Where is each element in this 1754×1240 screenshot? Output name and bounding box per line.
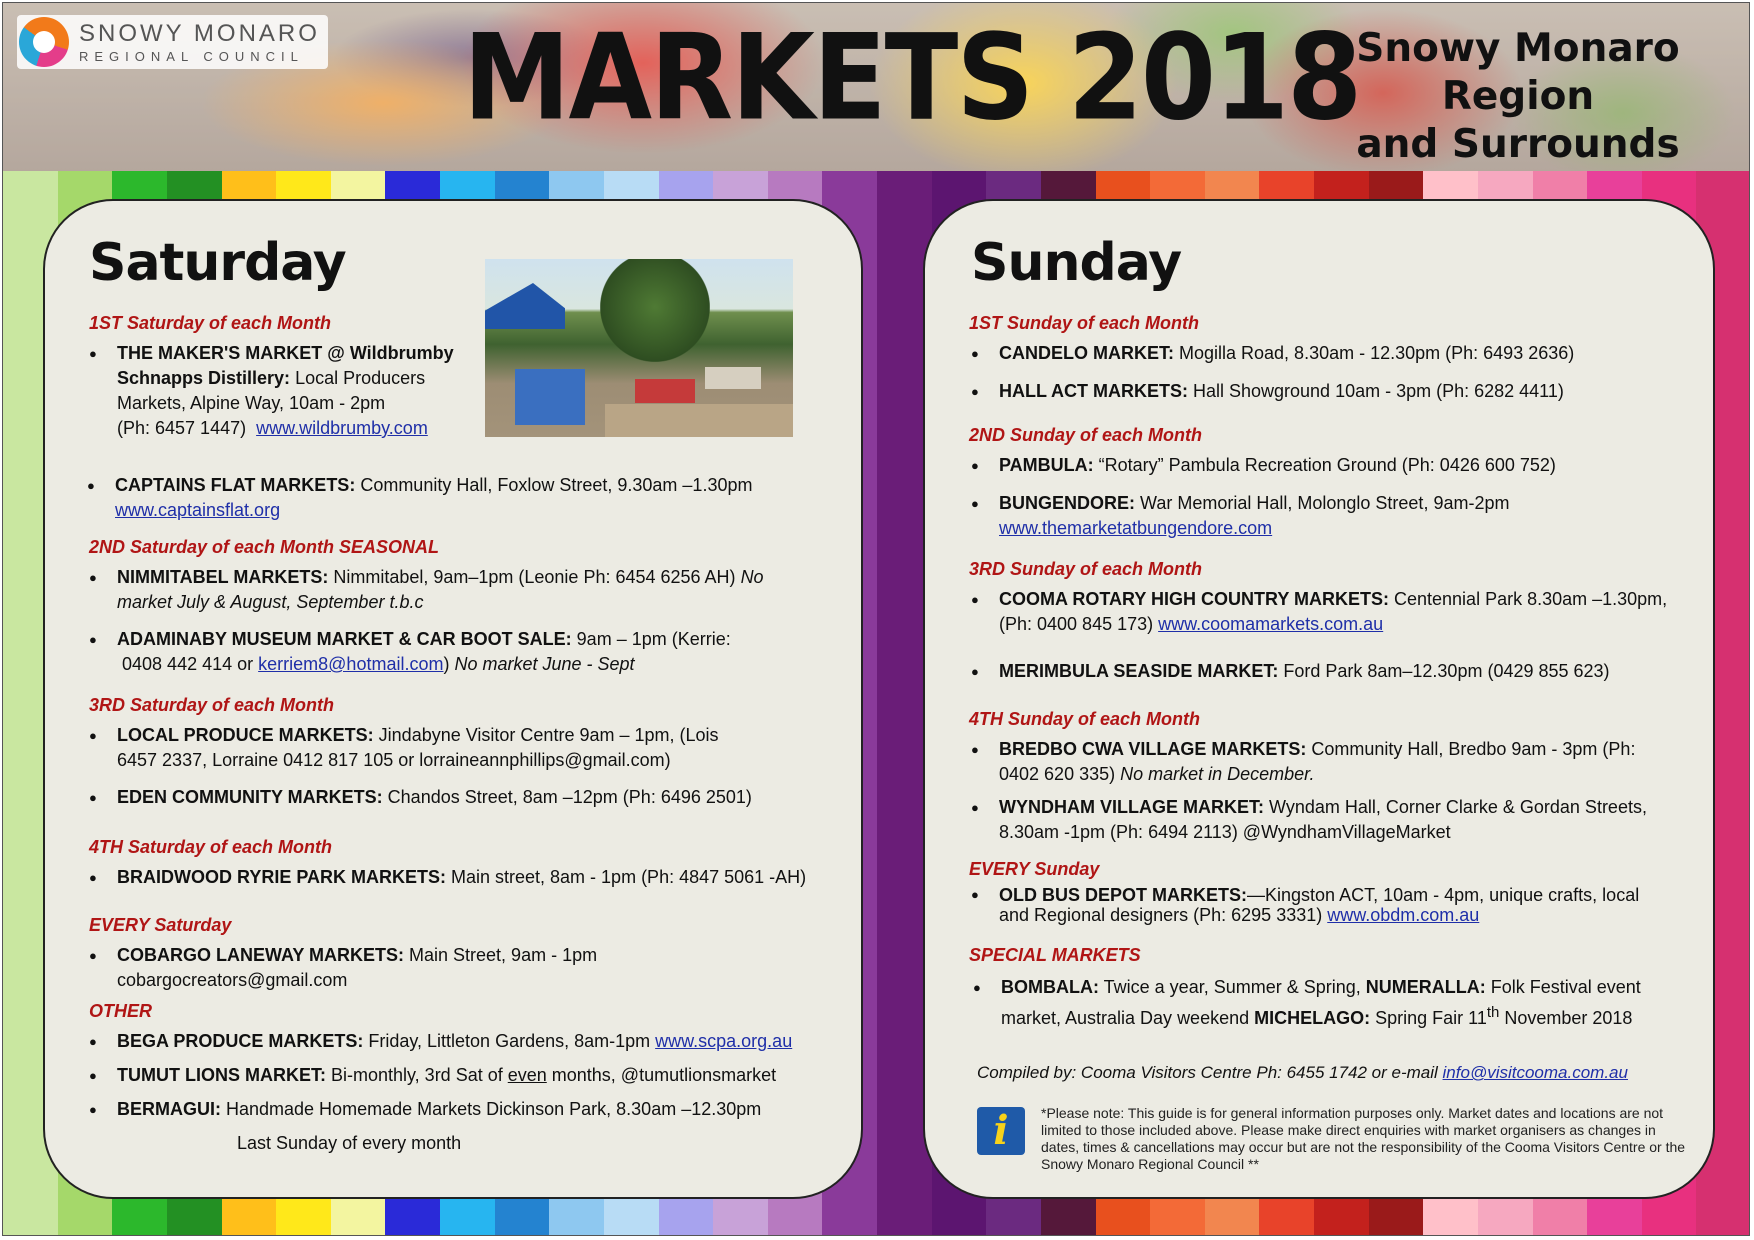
market-name: BUNGENDORE: xyxy=(999,493,1136,513)
sunday-week3-heading: 3RD Sunday of each Month xyxy=(969,559,1203,579)
list-item xyxy=(999,885,1699,925)
market-details: 8.30am -1pm (Ph: 6494 2113) @WyndhamVillageMarket xyxy=(999,822,1451,842)
market-details: market, Australia Day weekend xyxy=(1001,1008,1255,1028)
ordinal-suffix: th xyxy=(1486,1004,1500,1021)
market-note: No market June - Sept xyxy=(449,654,635,674)
market-name: CAPTAINS FLAT MARKETS: xyxy=(115,475,356,495)
market-name: NIMMITABEL MARKETS: xyxy=(117,567,329,587)
market-details: cobargocreators@gmail.com xyxy=(117,970,348,990)
market-name: ADAMINABY MUSEUM MARKET & CAR BOOT SALE: xyxy=(117,629,572,649)
market-details: —Kingston ACT, 10am - 4pm, unique crafts, local xyxy=(1247,885,1640,905)
market-details: Community Hall, Bredbo 9am - 3pm (Ph: xyxy=(1306,739,1636,759)
info-icon-glyph: i xyxy=(993,1107,1009,1154)
market-name: MERIMBULA SEASIDE MARKET: xyxy=(999,661,1279,681)
market-name: MICHELAGO: xyxy=(1254,1008,1371,1028)
council-logo-icon xyxy=(19,17,69,67)
market-details: Handmade Homemade Markets Dickinson Park, 8.30am –12.30pm xyxy=(221,1099,762,1119)
market-name: COOMA ROTARY HIGH COUNTRY MARKETS: xyxy=(999,589,1389,609)
market-link[interactable]: www.obdm.com.au xyxy=(1327,905,1480,925)
market-details: months, @tumutlionsmarket xyxy=(546,1065,777,1085)
market-name: CANDELO MARKET: xyxy=(999,343,1174,363)
market-details: War Memorial Hall, Molonglo Street, 9am-2pm xyxy=(1135,493,1510,513)
saturday-every-heading: EVERY Saturday xyxy=(89,915,232,935)
header-banner xyxy=(3,3,1750,171)
market-name: HALL ACT MARKETS: xyxy=(999,381,1188,401)
market-name: PAMBULA: xyxy=(999,455,1094,475)
market-details: Friday, Littleton Gardens, 8am-1pm xyxy=(363,1031,656,1051)
market-details: Main Street, 9am - 1pm xyxy=(404,945,598,965)
market-name: BREDBO CWA VILLAGE MARKETS: xyxy=(999,739,1307,759)
region-line-1: Snowy Monaro xyxy=(1356,26,1680,71)
market-details: 9am – 1pm (Kerrie: xyxy=(571,629,731,649)
region-heading xyxy=(1343,25,1693,169)
disclaimer-note: *Please note: This guide is for general information purposes only. Market dates and locations are not limited to those included above. Please make direct enquiries with market organisers as changes in dates, times & cancellations may occur but are not the responsibility of the Cooma Visitors Centre or the Snowy Monaro Regional Council ** xyxy=(1041,1105,1686,1172)
list-item xyxy=(117,1097,847,1122)
market-details: Nimmitabel, 9am–1pm (Leonie Ph: 6454 6256 AH) xyxy=(328,567,741,587)
market-name: Schnapps Distillery: xyxy=(117,368,291,388)
market-details: Ford Park 8am–12.30pm (0429 855 623) xyxy=(1278,661,1610,681)
market-details: Markets, Alpine Way, 10am - 2pm xyxy=(117,393,386,413)
market-details: Wyndam Hall, Corner Clarke & Gordan Streets, xyxy=(1263,797,1647,817)
market-link[interactable]: www.themarketatbungendore.com xyxy=(999,518,1273,538)
market-details: Folk Festival event xyxy=(1485,977,1641,997)
market-name: EDEN COMMUNITY MARKETS: xyxy=(117,787,383,807)
market-name: BRAIDWOOD RYRIE PARK MARKETS: xyxy=(117,867,446,887)
region-line-3: and Surrounds xyxy=(1356,122,1680,167)
sunday-panel xyxy=(923,199,1715,1199)
info-icon xyxy=(977,1107,1025,1155)
market-details: Spring Fair 11 xyxy=(1370,1008,1487,1028)
logo-line-1: SNOWY MONARO xyxy=(79,19,320,47)
saturday-week4-heading: 4TH Saturday of each Month xyxy=(89,837,333,857)
market-details: “Rotary” Pambula Recreation Ground (Ph: 0426 600 752) xyxy=(1093,455,1556,475)
market-note: No market in December. xyxy=(1120,764,1315,784)
list-item xyxy=(999,587,1699,637)
list-item xyxy=(117,723,847,773)
market-photo xyxy=(485,259,793,437)
market-name: NUMERALLA: xyxy=(1365,977,1486,997)
market-details: 0402 620 335) xyxy=(999,764,1121,784)
market-details: Last Sunday of every month xyxy=(237,1133,462,1153)
saturday-week3-heading: 3RD Saturday of each Month xyxy=(89,695,335,715)
market-name: OLD BUS DEPOT MARKETS: xyxy=(999,885,1248,905)
logo-line-2: REGIONAL COUNCIL xyxy=(79,48,304,64)
market-details: 0408 442 414 or xyxy=(122,654,259,674)
market-details: ) xyxy=(443,654,450,674)
market-details: Main street, 8am - 1pm (Ph: 4847 5061 -AH) xyxy=(446,867,807,887)
flyer-frame xyxy=(2,2,1750,1236)
list-item xyxy=(117,627,847,677)
saturday-week1-heading: 1ST Saturday of each Month xyxy=(89,313,332,333)
saturday-panel xyxy=(43,199,863,1199)
list-item xyxy=(999,737,1699,787)
market-email-link[interactable]: kerriem8@hotmail.com xyxy=(258,654,444,674)
page-title: MARKETS 2018 xyxy=(463,9,1361,148)
list-item xyxy=(999,379,1699,404)
list-item xyxy=(999,341,1699,366)
sunday-week1-heading: 1ST Sunday of each Month xyxy=(969,313,1200,333)
market-link[interactable]: www.captainsflat.org xyxy=(115,500,281,520)
list-item xyxy=(117,865,847,890)
market-phone: (Ph: 6457 1447) xyxy=(117,418,247,438)
list-item xyxy=(117,943,847,993)
market-details: (Ph: 0400 845 173) xyxy=(999,614,1159,634)
list-item xyxy=(999,795,1699,845)
market-name: LOCAL PRODUCE MARKETS: xyxy=(117,725,374,745)
market-details: Local Producers xyxy=(290,368,426,388)
market-name: BOMBALA: xyxy=(1001,977,1099,997)
market-details: Mogilla Road, 8.30am - 12.30pm (Ph: 6493 2636) xyxy=(1174,343,1575,363)
market-note: No xyxy=(740,567,764,587)
saturday-title: Saturday xyxy=(89,233,346,293)
market-note: market July & August, September t.b.c xyxy=(117,592,424,612)
market-name: BERMAGUI: xyxy=(117,1099,221,1119)
market-details: even xyxy=(507,1065,547,1085)
market-name: THE MAKER'S MARKET @ Wildbrumby xyxy=(117,343,454,363)
compiled-text: Compiled by: Cooma Visitors Centre Ph: 6455 1742 or e-mail xyxy=(977,1063,1443,1082)
saturday-other-heading: OTHER xyxy=(89,1001,152,1021)
list-item xyxy=(1001,975,1701,1031)
market-details: Twice a year, Summer & Spring, xyxy=(1098,977,1366,997)
list-item xyxy=(117,341,457,441)
region-line-2: Region xyxy=(1441,74,1595,119)
market-name: WYNDHAM VILLAGE MARKET: xyxy=(999,797,1264,817)
market-details: 6457 2337, Lorraine 0412 817 105 or lorraineannphillips@gmail.com) xyxy=(117,750,671,770)
sunday-title: Sunday xyxy=(971,233,1182,293)
market-link[interactable]: www.coomamarkets.com.au xyxy=(1158,614,1384,634)
market-name: BEGA PRODUCE MARKETS: xyxy=(117,1031,364,1051)
market-details: Hall Showground 10am - 3pm (Ph: 6282 4411) xyxy=(1187,381,1564,401)
list-item xyxy=(117,565,847,615)
list-item xyxy=(999,453,1699,478)
contact-email-link[interactable]: info@visitcooma.com.au xyxy=(1442,1063,1628,1082)
compiled-by xyxy=(977,1063,1628,1083)
market-name: TUMUT LIONS MARKET: xyxy=(117,1065,326,1085)
sunday-week4-heading: 4TH Sunday of each Month xyxy=(969,709,1201,729)
market-details: Centennial Park 8.30am –1.30pm, xyxy=(1389,589,1668,609)
list-item xyxy=(115,473,845,523)
list-item xyxy=(117,785,847,810)
market-details: Community Hall, Foxlow Street, 9.30am –1.30pm xyxy=(355,475,753,495)
market-details: Chandos Street, 8am –12pm (Ph: 6496 2501) xyxy=(382,787,752,807)
list-item xyxy=(999,491,1699,541)
list-item xyxy=(999,659,1699,684)
market-details: and Regional designers (Ph: 6295 3331) xyxy=(999,905,1328,925)
market-name: COBARGO LANEWAY MARKETS: xyxy=(117,945,405,965)
market-link[interactable]: www.wildbrumby.com xyxy=(256,418,428,438)
council-logo xyxy=(17,15,328,69)
sunday-week2-heading: 2ND Sunday of each Month xyxy=(969,425,1203,445)
list-item xyxy=(117,1029,847,1054)
market-details: November 2018 xyxy=(1499,1008,1633,1028)
sunday-special-heading: SPECIAL MARKETS xyxy=(969,945,1141,965)
saturday-week2-heading: 2ND Saturday of each Month SEASONAL xyxy=(89,537,440,557)
market-details: Bi-monthly, 3rd Sat of xyxy=(325,1065,508,1085)
list-item xyxy=(117,1063,847,1088)
market-link[interactable]: www.scpa.org.au xyxy=(655,1031,793,1051)
market-details: Jindabyne Visitor Centre 9am – 1pm, (Lois xyxy=(373,725,719,745)
sunday-every-heading: EVERY Sunday xyxy=(969,859,1100,879)
